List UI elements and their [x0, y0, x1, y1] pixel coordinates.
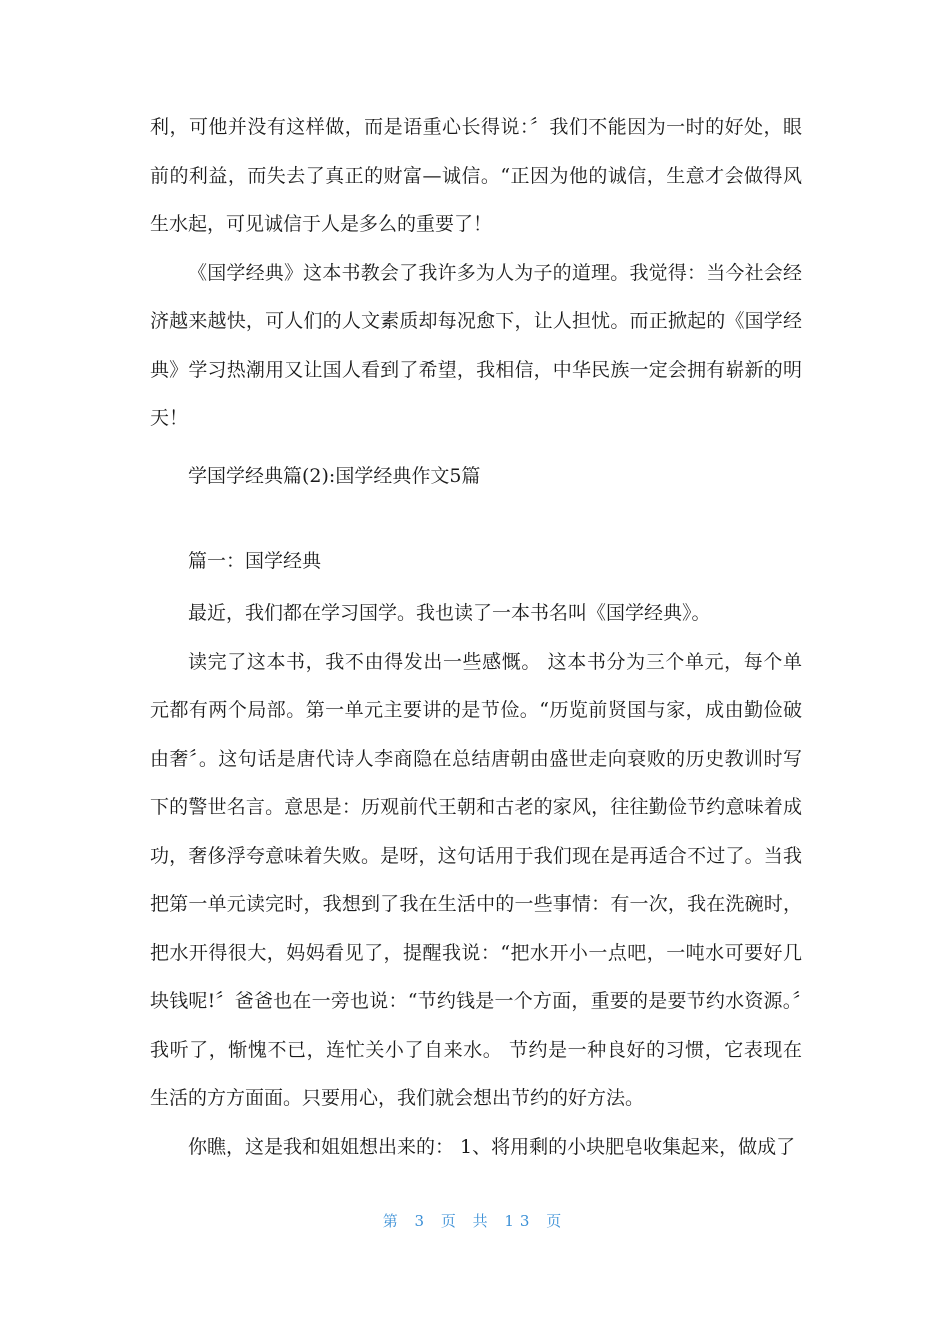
paragraph: 读完了这本书，我不由得发出一些感慨。 这本书分为三个单元，每个单元都有两个局部。第一单元主要讲的是节俭。“历览前贤国与家，成由勤俭破由奢〞。这句话是唐代诗人李商隐在总结唐朝由盛世走向衰败的历史教训时写下的警世名言。意思是：历观前代王朝和古老的家风，往往勤俭节约意味着成功，奢侈浮夸意味着失败。是呀，这句话用于我们现在是再适合不过了。当我把第一单元读完时，我想到了我在生活中的一些事情：有一次，我在洗碗时，把水开得很大，妈妈看见了，提醒我说：“把水开小一点吧，一吨水可要好几块钱呢!〞爸爸也在一旁也说：“节约钱是一个方面，重要的是要节约水资源。〞我听了，惭愧不已，连忙关小了自来水。 节约是一种良好的习惯，它表现在生活的方方面面。只要用心，我们就会想出节约的好方法。: [150, 650, 802, 1109]
section-title: 学国学经典篇(2):国学经典作文5篇: [188, 465, 481, 487]
body-text-top: [150, 103, 802, 443]
paragraph: 最近，我们都在学习国学。我也读了一本书名叫《国学经典》。: [188, 602, 711, 624]
body-text-bottom: [150, 589, 802, 1171]
paragraph: 你瞧，这是我和姐姐想出来的： 1、将用剩的小块肥皂收集起来，做成了: [188, 1135, 796, 1158]
subsection-title: 篇一：国学经典: [188, 550, 322, 572]
paragraph-continuation: 利，可他并没有这样做，而是语重心长得说：〞我们不能因为一时的好处，眼前的利益，而失去了真正的财富—诚信。“正因为他的诚信，生意才会做得风生水起，可见诚信于人是多么的重要了！: [150, 116, 802, 235]
page-footer: 第 3 页 共 13 页: [382, 1212, 568, 1230]
paragraph: 《国学经典》这本书教会了我许多为人为子的道理。我觉得：当今社会经济越来越快，可人们的人文素质却每况愈下，让人担忧。而正掀起的《国学经典》学习热潮用又让国人看到了希望，我相信，中华民族一定会拥有崭新的明天！: [150, 261, 802, 429]
